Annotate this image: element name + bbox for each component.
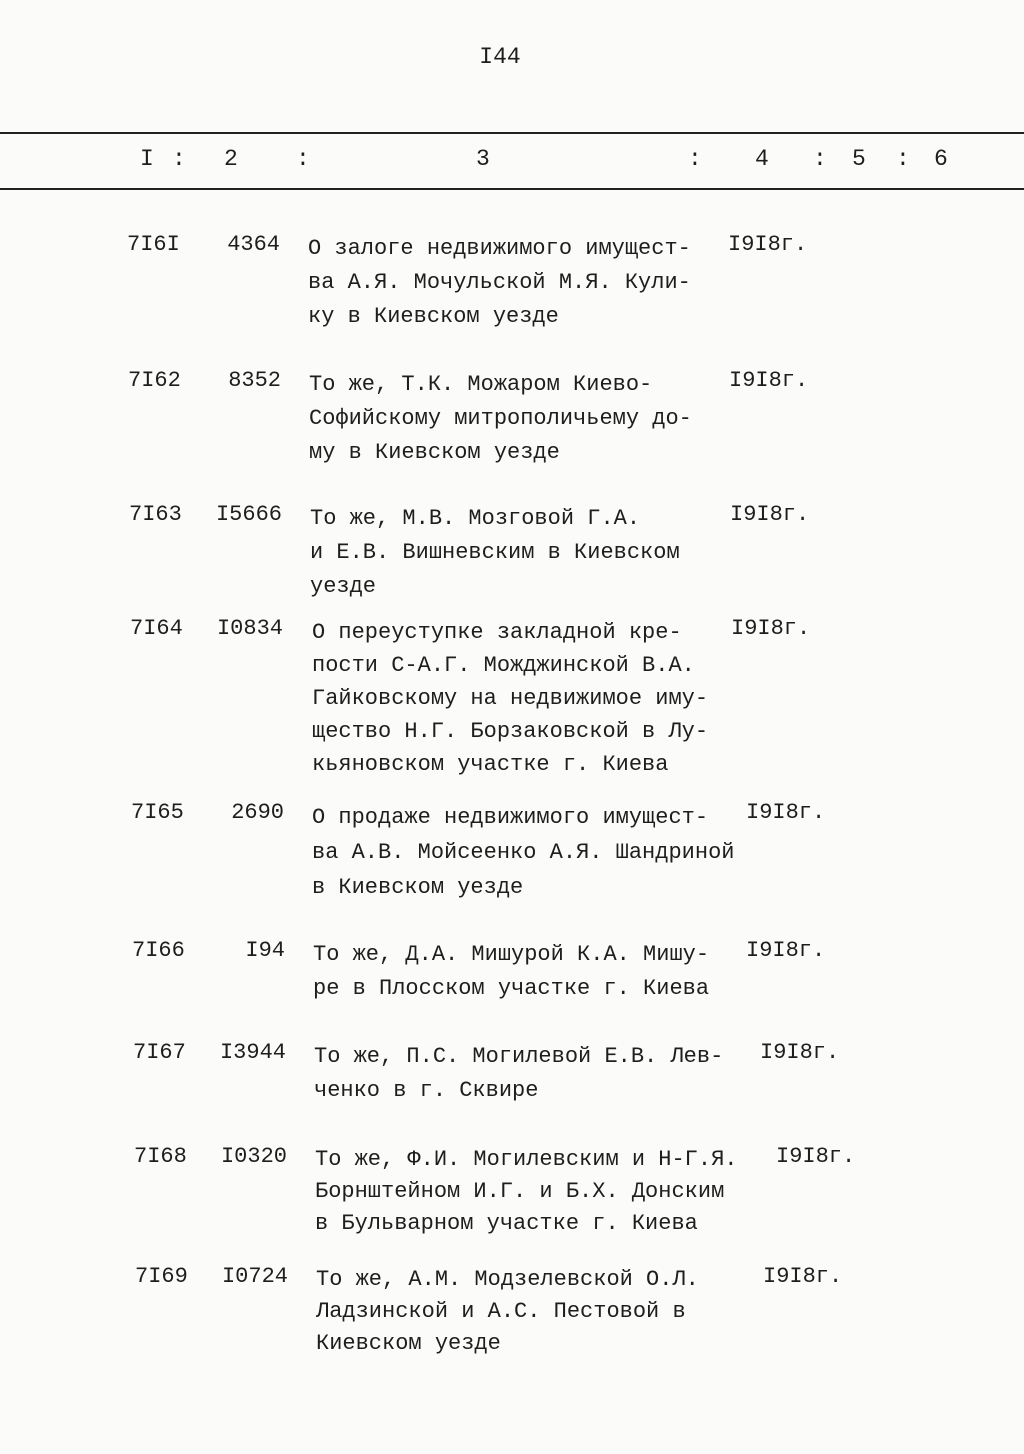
column-4-heading: 4 xyxy=(755,146,769,172)
record-description xyxy=(308,232,748,334)
record-year: I9I8г. xyxy=(746,938,826,963)
page-number: I44 xyxy=(479,44,521,70)
record-year: I9I8г. xyxy=(729,368,809,393)
record-year: I9I8г. xyxy=(730,502,810,527)
column-6-heading: 6 xyxy=(934,146,948,172)
record-description xyxy=(315,1144,755,1240)
document-number: I0724 xyxy=(221,1264,288,1289)
description-line: Гайковскому на недвижимое иму- xyxy=(312,686,709,711)
record-description xyxy=(316,1264,756,1360)
description-line: То же, Д.А. Мишурой К.А. Мишу- xyxy=(313,942,710,967)
description-line: в Киевском уезде xyxy=(312,875,524,900)
document-number: I0834 xyxy=(216,616,283,641)
description-line: О продаже недвижимого имущест- xyxy=(312,805,709,830)
description-line: щество Н.Г. Борзаковской в Лу- xyxy=(312,719,709,744)
column-separator: : xyxy=(296,146,310,172)
record-number: 7I67 xyxy=(133,1040,186,1065)
description-line: ре в Плосском участке г. Киева xyxy=(313,976,710,1001)
document-number: I5666 xyxy=(215,502,282,527)
description-line: То же, П.С. Могилевой Е.В. Лев- xyxy=(314,1044,724,1069)
record-year: I9I8г. xyxy=(763,1264,843,1289)
description-line: ченко в г. Сквире xyxy=(314,1078,539,1103)
document-number: 2690 xyxy=(231,800,284,825)
record-number: 7I6I xyxy=(127,232,180,257)
document-number: I0320 xyxy=(220,1144,287,1169)
document-number: I3944 xyxy=(219,1040,286,1065)
document-number: 4364 xyxy=(227,232,280,257)
description-line: пости С-А.Г. Можджинской В.А. xyxy=(312,653,695,678)
description-line: Софийскому митрополичьему до- xyxy=(309,406,692,431)
column-1-heading: I xyxy=(140,146,154,172)
description-line: кьяновском участке г. Киева xyxy=(312,752,669,777)
document-number: I94 xyxy=(245,938,285,963)
record-year: I9I8г. xyxy=(728,232,808,257)
record-year: I9I8г. xyxy=(776,1144,856,1169)
description-line: Киевском уезде xyxy=(316,1331,501,1356)
description-line: Ладзинской и А.С. Пестовой в xyxy=(316,1299,686,1324)
record-description xyxy=(313,938,753,1006)
record-number: 7I69 xyxy=(135,1264,188,1289)
description-line: То же, А.М. Модзелевской О.Л. xyxy=(316,1267,699,1292)
header-top-rule xyxy=(0,132,1024,134)
description-line: То же, М.В. Мозговой Г.А. xyxy=(310,506,641,531)
record-number: 7I68 xyxy=(134,1144,187,1169)
record-number: 7I62 xyxy=(128,368,181,393)
description-line: ва А.Я. Мочульской М.Я. Кули- xyxy=(308,270,691,295)
column-5-heading: 5 xyxy=(852,146,866,172)
description-line: То же, Ф.И. Могилевским и Н-Г.Я. xyxy=(315,1147,738,1172)
record-description xyxy=(310,502,750,604)
header-bottom-rule xyxy=(0,188,1024,190)
column-2-heading: 2 xyxy=(224,146,238,172)
document-number: 8352 xyxy=(228,368,281,393)
column-3-heading: 3 xyxy=(476,146,490,172)
description-line: Борнштейном И.Г. и Б.Х. Донским xyxy=(315,1179,725,1204)
column-separator: : xyxy=(172,146,186,172)
record-year: I9I8г. xyxy=(731,616,811,641)
description-line: уезде xyxy=(310,574,377,599)
description-line: ва А.В. Мойсеенко А.Я. Шандриной xyxy=(312,840,735,865)
record-number: 7I63 xyxy=(129,502,182,527)
record-description xyxy=(312,800,752,905)
description-line: и Е.В. Вишневским в Киевском xyxy=(310,540,680,565)
record-number: 7I64 xyxy=(130,616,183,641)
description-line: ку в Киевском уезде xyxy=(308,304,559,329)
description-line: в Бульварном участке г. Киева xyxy=(315,1211,698,1236)
record-number: 7I65 xyxy=(131,800,184,825)
description-line: О переуступке закладной кре- xyxy=(312,620,682,645)
column-separator: : xyxy=(688,146,702,172)
description-line: О залоге недвижимого имущест- xyxy=(308,236,691,261)
record-description xyxy=(314,1040,754,1108)
description-line: То же, Т.К. Можаром Киево- xyxy=(309,372,653,397)
description-line: му в Киевском уезде xyxy=(309,440,560,465)
record-year: I9I8г. xyxy=(760,1040,840,1065)
column-separator: : xyxy=(813,146,827,172)
record-number: 7I66 xyxy=(132,938,185,963)
record-description xyxy=(312,616,752,781)
column-separator: : xyxy=(896,146,910,172)
record-description xyxy=(309,368,749,470)
record-year: I9I8г. xyxy=(746,800,826,825)
